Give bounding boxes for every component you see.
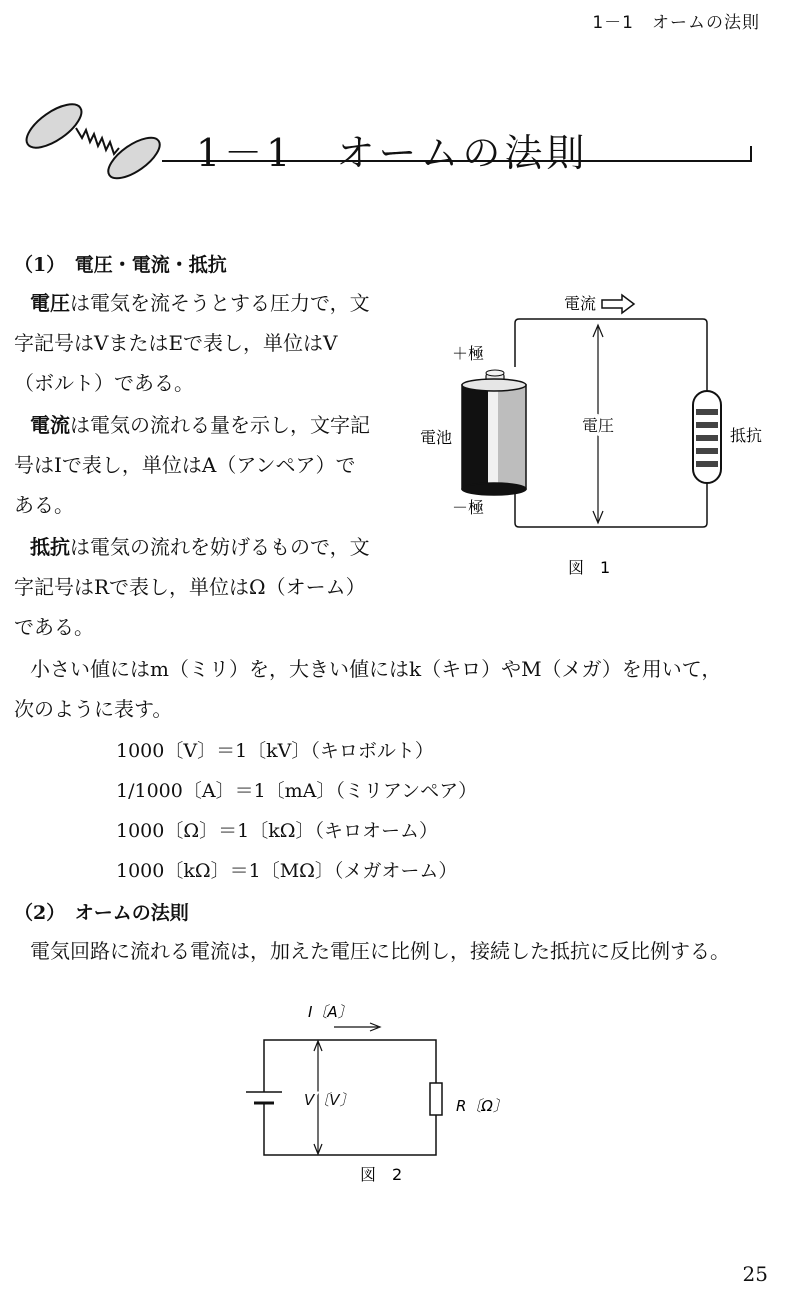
resistor-symbol-icon <box>430 1083 442 1115</box>
text-line <box>14 607 409 647</box>
page-number: 25 <box>742 1262 768 1286</box>
paragraph-resistance <box>14 527 409 647</box>
circuit-wire-bottom <box>264 1103 436 1155</box>
figure-2 <box>230 995 530 1195</box>
text-span: ある。 <box>14 493 74 517</box>
paragraph-current <box>14 405 409 525</box>
paragraph-prefix <box>14 649 790 729</box>
equation-4: 1000〔kΩ〕＝1〔MΩ〕（メガオーム） <box>116 860 458 882</box>
term-resistance: 抵抗 <box>30 535 70 559</box>
figure2-caption: 図 2 <box>360 1165 403 1184</box>
section-heading-1: （1） 電圧・電流・抵抗 <box>14 254 227 276</box>
title-underline <box>162 160 752 162</box>
text-span: 字記号はRで表し，単位はΩ（オーム） <box>14 575 366 599</box>
battery-icon <box>462 370 526 495</box>
equation-2: 1/1000〔A〕＝1〔mA〕（ミリアンペア） <box>116 780 478 802</box>
text-span: 字記号はVまたはEで表し，単位はV <box>14 331 338 355</box>
arrow-right-icon <box>602 295 634 313</box>
figure1-voltage-label: 電圧 <box>582 416 615 435</box>
text-span: は電気を流そうとする圧力で，文 <box>70 291 370 315</box>
circuit-wire-top <box>515 319 707 393</box>
figure2-voltage-label: V〔V〕 <box>304 1091 355 1109</box>
figure2-current-label: I〔A〕 <box>308 1003 353 1021</box>
text-line <box>14 527 409 567</box>
section-heading-2: （2） オームの法則 <box>14 902 189 924</box>
text-line <box>14 485 409 525</box>
text-line: 小さい値にはm（ミリ）を，大きい値にはk（キロ）やM（メガ）を用いて， <box>30 657 722 681</box>
text-span: は電気の流れる量を示し，文字記 <box>70 413 370 437</box>
text-line <box>14 567 409 607</box>
resistor-icon <box>693 391 721 483</box>
text-span: 号はIで表し，単位はA（アンペア）で <box>14 453 356 477</box>
term-current: 電流 <box>30 413 70 437</box>
text-line <box>14 363 409 403</box>
figure1-resistor-label: 抵抗 <box>730 426 763 445</box>
text-span: は電気の流れを妨げるもので，文 <box>70 535 370 559</box>
equation-3: 1000〔Ω〕＝1〔kΩ〕（キロオーム） <box>116 820 438 842</box>
figure2-resistance-label: R〔Ω〕 <box>456 1097 508 1115</box>
circuit-wire-top <box>264 1040 436 1083</box>
chapter-title: 1－1 オームの法則 <box>196 131 589 175</box>
figure1-plus-label: ＋極 <box>452 344 485 363</box>
paragraph-ohms-law: 電気回路に流れる電流は，加えた電圧に比例し，接続した抵抗に反比例する。 <box>30 939 730 963</box>
battery-symbol-icon <box>246 1083 282 1103</box>
figure1-caption: 図 1 <box>568 558 611 577</box>
text-span: である。 <box>14 615 94 639</box>
chapter-ornament-icon <box>14 96 164 188</box>
text-span: （ボルト）である。 <box>14 371 194 395</box>
text-line <box>14 323 409 363</box>
equation-1: 1000〔V〕＝1〔kV〕（キロボルト） <box>116 740 434 762</box>
figure1-minus-label: －極 <box>452 498 485 517</box>
term-voltage: 電圧 <box>30 291 70 315</box>
text-line <box>14 283 409 323</box>
text-line <box>14 445 409 485</box>
figure-1 <box>410 285 790 585</box>
circuit-wire-bottom <box>515 481 707 527</box>
title-underline-end <box>750 146 752 162</box>
figure1-current-label: 電流 <box>564 294 597 313</box>
running-header: 1－1 オームの法則 <box>592 13 760 33</box>
paragraph-voltage <box>14 283 409 403</box>
text-line <box>14 405 409 445</box>
figure1-battery-label: 電池 <box>420 428 453 447</box>
text-line: 次のように表す。 <box>14 697 173 721</box>
